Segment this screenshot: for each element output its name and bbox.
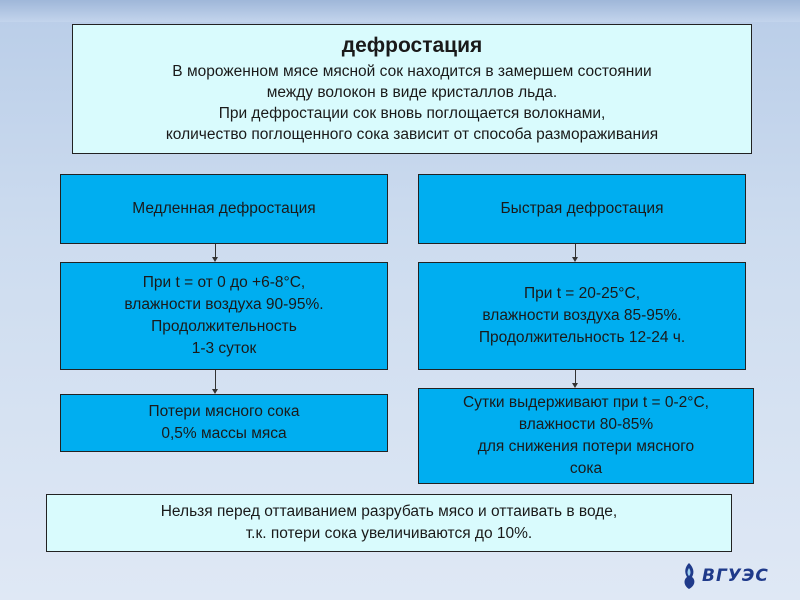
arrow-connector xyxy=(575,370,576,384)
fast-result-box xyxy=(418,388,754,484)
slow-result-line: 0,5% массы мяса xyxy=(161,425,287,442)
slow-condition-line: При t = от 0 до +6-8°С, xyxy=(142,274,306,291)
slow-conditions-box xyxy=(60,262,388,370)
fast-condition-line: При t = 20-25°С, xyxy=(523,285,641,302)
fast-result-line: сока xyxy=(569,460,603,477)
header-line: При дефростации сок вновь поглощается волокнами, xyxy=(218,104,606,122)
header-box xyxy=(72,24,752,154)
arrow-connector xyxy=(215,244,216,258)
fast-conditions-box xyxy=(418,262,746,370)
fast-defrost-box xyxy=(418,174,746,244)
fast-condition-line: Продолжительность 12-24 ч. xyxy=(478,329,686,346)
fast-condition-line: влажности воздуха 85-95%. xyxy=(482,307,682,324)
top-stripe xyxy=(0,0,800,22)
diagram-title: дефростация xyxy=(341,33,483,57)
header-line: между волокон в виде кристаллов льда. xyxy=(266,83,558,101)
note-box xyxy=(46,494,732,552)
arrow-connector xyxy=(215,370,216,390)
fast-result-line: Сутки выдерживают при t = 0-2°С, xyxy=(463,394,709,411)
slow-condition-line: 1-3 суток xyxy=(191,340,257,357)
arrow-connector xyxy=(575,244,576,258)
slow-condition-line: Продолжительность xyxy=(151,318,297,335)
slow-condition-line: влажности воздуха 90-95%. xyxy=(124,296,324,313)
slow-result-line: Потери мясного сока xyxy=(148,403,300,420)
university-logo xyxy=(680,560,790,592)
university-emblem-icon xyxy=(680,562,698,590)
fast-result-line: влажности 80-85% xyxy=(518,416,654,433)
logo-text: ВГУЭС xyxy=(702,566,769,586)
slow-result-box xyxy=(60,394,388,452)
header-line: В мороженном мясе мясной сок находится в замершем состоянии xyxy=(172,62,652,80)
note-line: т.к. потери сока увеличиваются до 10%. xyxy=(245,525,533,542)
slow-defrost-box xyxy=(60,174,388,244)
header-line: количество поглощенного сока зависит от способа размораживания xyxy=(165,125,659,143)
fast-result-line: для снижения потери мясного xyxy=(477,438,695,455)
note-line: Нельзя перед оттаиванием разрубать мясо и оттаивать в воде, xyxy=(160,503,618,520)
slow-defrost-title: Медленная дефростация xyxy=(132,200,316,217)
fast-defrost-title: Быстрая дефростация xyxy=(500,200,664,217)
